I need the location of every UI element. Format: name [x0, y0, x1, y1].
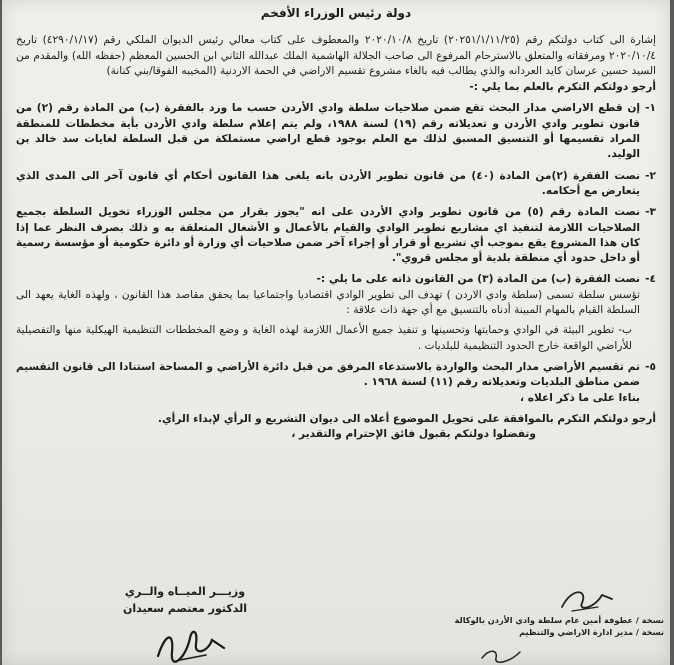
letter-closing-regards: وتفضلوا دولتكم بقبول فائق الإحترام والتقدير ،: [291, 428, 536, 441]
item-number: ٥-: [645, 360, 656, 373]
copy-recipient: نسخة / عطوفة أمين عام سلطة وادي الأردن بالوكالة: [454, 615, 664, 625]
initials-mark-icon: [558, 585, 616, 615]
letter-title: دولة رئيس الوزراء الأفخم: [260, 6, 412, 20]
item-number: ١-: [645, 102, 656, 115]
item-subclause: ب- تطوير البيئة في الوادي وحمايتها وتحسينها و تنفيذ جميع الأعمال اللازمة لهذه الغاية و وضع المخططات التنظيمية الهيكلية منها والتفصيلية للأراضي الواقعة خارج الحدود التنظيمية للبلديات .: [16, 324, 632, 352]
item-number: ٤-: [645, 273, 656, 286]
letter-summary: بناءا على ما ذكر اعلاه ،: [520, 391, 640, 404]
item-number: ٣-: [645, 206, 656, 219]
signatory-name: الدكتور معتصم سعيدان: [122, 602, 248, 615]
item-text: تم تقسيم الأراضي مدار البحث والواردة بالاستدعاء المرفق من قبل دائرة الأراضي و المساحة استنادا الى قانون التقسيم ضمن مناطق البلديات وتعديلاته رقم (١١) لسنة ١٩٦٨ .: [16, 360, 640, 389]
item-text: نصت الفقرة (٢)من المادة (٤٠) من قانون تطوير الأردن بانه يلغى هذا القانون أحكام أي قانون آخر الى المدى الذي يتعارض مع أحكامه.: [16, 169, 640, 197]
handwritten-signature-icon: [152, 622, 232, 664]
copies-list: [454, 614, 664, 638]
signature-block: [100, 583, 270, 617]
letter-closing: أرجو دولتكم التكرم بالموافقة على تحويل الموضوع أعلاه الى ديوان التشريع و الرأي لإبداء الرأي.: [157, 412, 656, 425]
item-text: إن قطع الاراضي مدار البحث تقع ضمن صلاحيات سلطة وادي الأردن حسب ما ورد بالفقرة (ب) من المادة رقم (٢) من قانون تطوير وادي الأردن و تعديلاته رقم (١٩) لسنة ١٩٨٨، ولم يتم إعلام سلطة وادي الأردن بأية مخططات للمنطقة المراد تقسيمها أو التنسيق المسبق لذلك مع العلم بوجود قطع اراضي مستملكة من قبل السلطة لغايات سد خالد بن الوليد.: [16, 102, 640, 161]
letter-page: [2, 0, 670, 665]
letter-item: [16, 272, 656, 353]
letter-item: [16, 169, 656, 200]
letter-item: [16, 360, 656, 406]
letter-intro: إشارة الى كتاب دولتكم رقم (٢٠٢٥١/١/١١/٢٥) تاريخ ٢٠٢٠/١٠/٨ والمعطوف على كتاب معالي رئيس الديوان الملكي رقم (٤٢٩٠/١/١٧) تاريخ ٢٠٢٠/١٠/٤ ومرفقاته والمتعلق بالاسترحام المرفوع الى صاحب الجلالة الهاشمية الملك عبدالله الثاني ابن الحسين المعظم (حفظه الله) والمقدم من السيد حسين عرسان كايد العردانه والذي يطالب فيه بالغاء مشروع تقسيم الاراضي في الحمة الاردنية (المخيبه الفوقا/بني كنانة): [16, 34, 656, 77]
letter-item: [16, 101, 656, 162]
item-number: ٢-: [645, 169, 656, 182]
letter-intro-close: أرجو دولتكم التكرم بالعلم بما يلي :-: [469, 81, 656, 94]
handwritten-initials-icon: [480, 646, 524, 664]
letter-item: [16, 205, 656, 266]
signatory-title: وزيـــر الميــاه والــري: [124, 585, 246, 598]
item-text: نصت الفقرة (ب) من المادة (٣) من القانون ذاته على ما يلي :-: [316, 273, 640, 286]
copy-recipient: نسخة / مدير ادارة الاراضي والتنظيم: [519, 627, 664, 637]
item-quote: تؤسس سلطة تسمى (سلطة وادي الاردن ) تهدف الى تطوير الوادي اقتصاديا واجتماعيا بما يحقق مقاصد هذا القانون ، ولهذه الغاية يعهد الى السلطة القيام بالمهام المبينة أدناه بالتنسيق مع أي جهة ذات علاقة :: [16, 288, 640, 317]
item-text: نصت المادة رقم (٥) من قانون تطوير وادي الأردن على انه "يجوز بقرار من مجلس الوزراء تخويل السلطة بجميع الصلاحيات اللازمة لتنفيذ اي مشاريع تطوير الوادي والقيام بالأعمال و الأشغال المتعلقة به و ذلك بصرف النظر عما إذا كان هذا المشروع يقع بموجب أي تشريع أو قرار أو إجراء آخر ضمن صلاحيات أي وزارة أو دائرة حكومية أو مؤسسة رسمية أو داخل حدود أي منطقة بلدية أو مجلس قروي".: [16, 206, 640, 265]
letter-body: [16, 6, 656, 442]
